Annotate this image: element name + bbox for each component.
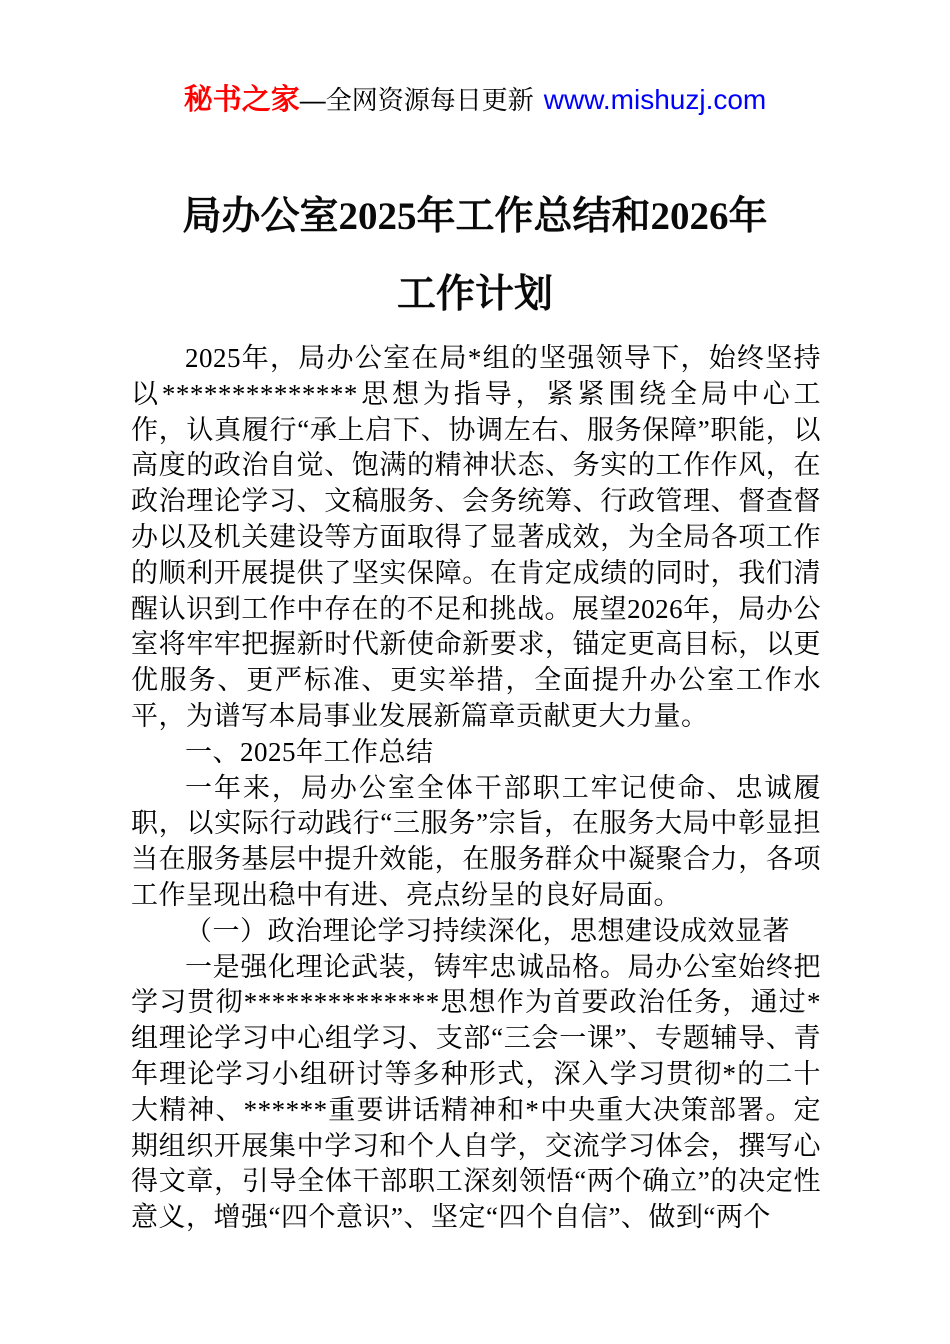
paragraph-theory-detail: 一是强化理论武装，铸牢忠诚品格。局办公室始终把学习贯彻**************思想作为首要政治任务，通过*组理论学习中心组学习、支部“三会一课”、专题辅导、青年理论学习小组研讨等多种形式，深入学习贯彻*的二十大精神、******重要讲话精神和*中央重大决策部署。定期组织开展集中学习和个人自学，交流学习体会，撰写心得文章，引导全体干部职工深刻领悟“两个确立”的决定性意义，增强“四个意识”、坚定“四个自信”、做到“两个 xyxy=(131,951,821,1233)
paragraph-overview: 一年来，局办公室全体干部职工牢记使命、忠诚履职，以实际行动践行“三服务”宗旨，在服务大局中彰显担当在服务基层中提升效能，在服务群众中凝聚合力，各项工作呈现出稳中有进、亮点纷呈的良好局面。 xyxy=(131,772,821,910)
document-title-line-1: 局办公室2025年工作总结和2026年 xyxy=(182,195,768,238)
document-title-line-2: 工作计划 xyxy=(396,273,553,316)
paragraph-intro: 2025年，局办公室在局*组的坚强领导下，始终坚持以**************思想为指导，紧紧围绕全局中心工作，认真履行“承上启下、协调左右、服务保障”职能，以高度的政治自觉、饱满的精神状态、务实的工作作风，在政治理论学习、文稿服务、会务统筹、行政管理、督查督办以及机关建设等方面取得了显著成效，为全局各项工作的顺利开展提供了坚实保障。在肯定成绩的同时，我们清醒认识到工作中存在的不足和挑战。展望2026年，局办公室将牢牢把握新时代新使命新要求，锚定更高目标，以更优服务、更严标准、更实举措，全面提升办公室工作水平，为谱写本局事业发展新篇章贡献更大力量。 xyxy=(131,343,821,731)
site-brand-text: 秘书之家 xyxy=(183,84,300,116)
document-body xyxy=(131,341,821,1236)
document-title xyxy=(0,178,950,334)
promo-header xyxy=(0,84,950,116)
subsection-heading-theory-study: （一）政治理论学习持续深化，思想建设成效显著 xyxy=(185,915,790,946)
section-heading-2025-summary: 一、2025年工作总结 xyxy=(185,736,434,767)
site-url-link[interactable]: www.mishuzj.com xyxy=(543,84,767,115)
promo-slogan-text: —全网资源每日更新 xyxy=(299,85,534,115)
